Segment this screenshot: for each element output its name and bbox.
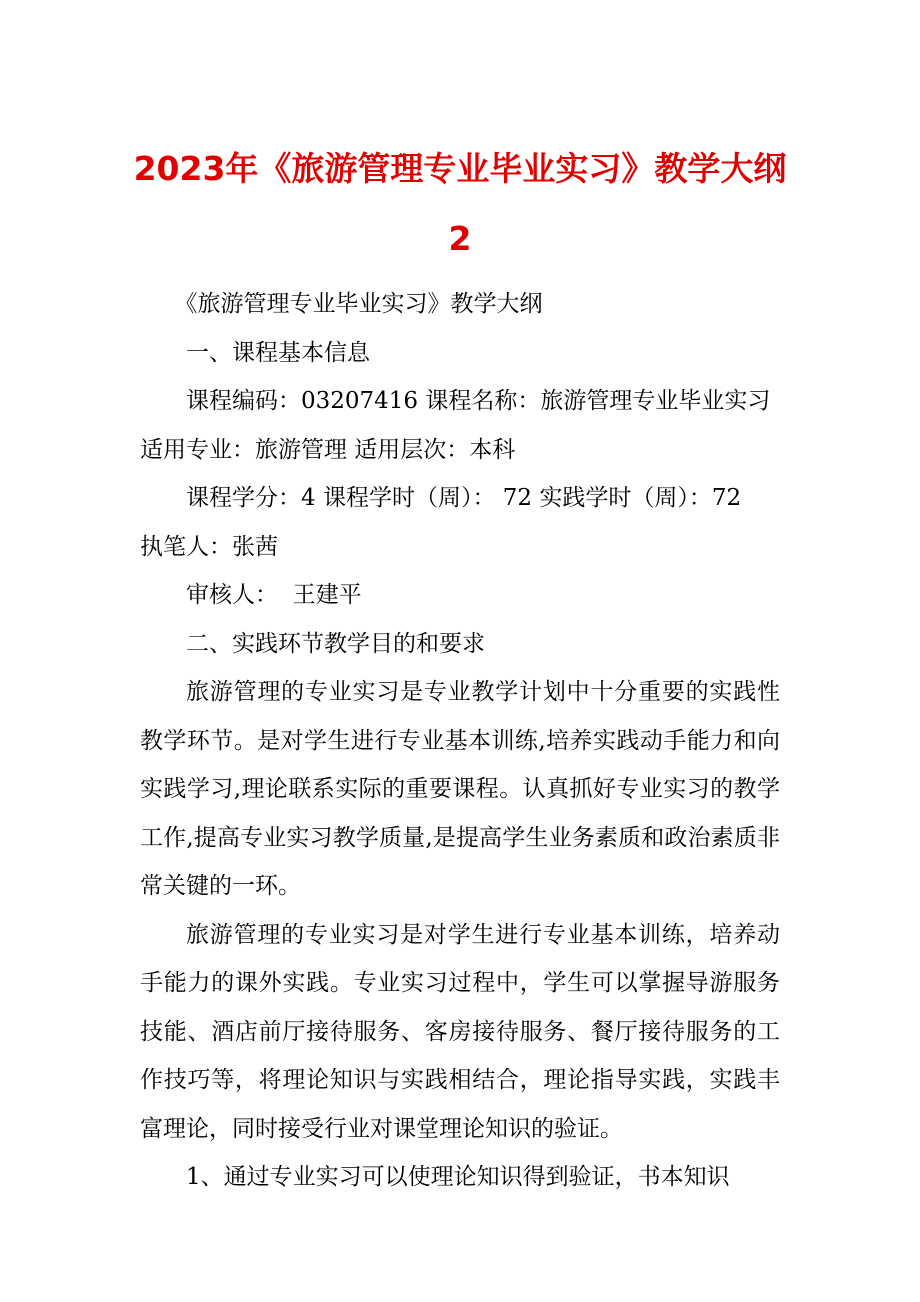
paragraph-1: 旅游管理的专业实习是专业教学计划中十分重要的实践性教学环节。是对学生进行专业基本训练,培养实践动手能力和向实践学习,理论联系实际的重要课程。认真抓好专业实习的教学工作,提高专业实习教学质量,是提高学生业务素质和政治素质非常关键的一环。 <box>140 679 780 899</box>
section-heading-objectives: 二、实践环节教学目的和要求 <box>186 630 485 657</box>
title-line-2: 2 <box>448 219 472 258</box>
paragraph-2: 旅游管理的专业实习是对学生进行专业基本训练，培养动手能力的课外实践。专业实习过程中，学生可以掌握导游服务技能、酒店前厅接待服务、客房接待服务、餐厅接待服务的工作技巧等，将理论知识与实践相结合，理论指导实践，实践丰富理论，同时接受行业对课堂理论知识的验证。 <box>140 921 780 1142</box>
paragraph-3: 1、通过专业实习可以使理论知识得到验证，书本知识 <box>186 1164 730 1190</box>
course-info-reviewer: 审核人： 王建平 <box>186 582 362 608</box>
document-body <box>140 280 780 1202</box>
course-info-line-1: 课程编码：03207416 课程名称：旅游管理专业毕业实习 <box>186 388 771 414</box>
title-line-1: 2023年《旅游管理专业毕业实习》教学大纲 <box>133 149 787 188</box>
document-title <box>130 134 790 274</box>
syllabus-subtitle: 《旅游管理专业毕业实习》教学大纲 <box>174 291 543 317</box>
course-info-line-3: 课程学分：4 课程学时（周）： 72 实践学时（周）：72 <box>186 485 742 511</box>
section-heading-basic-info: 一、课程基本信息 <box>186 339 370 366</box>
course-info-author: 执笔人：张茜 <box>140 533 278 560</box>
course-info-line-2: 适用专业：旅游管理 适用层次：本科 <box>140 436 516 463</box>
